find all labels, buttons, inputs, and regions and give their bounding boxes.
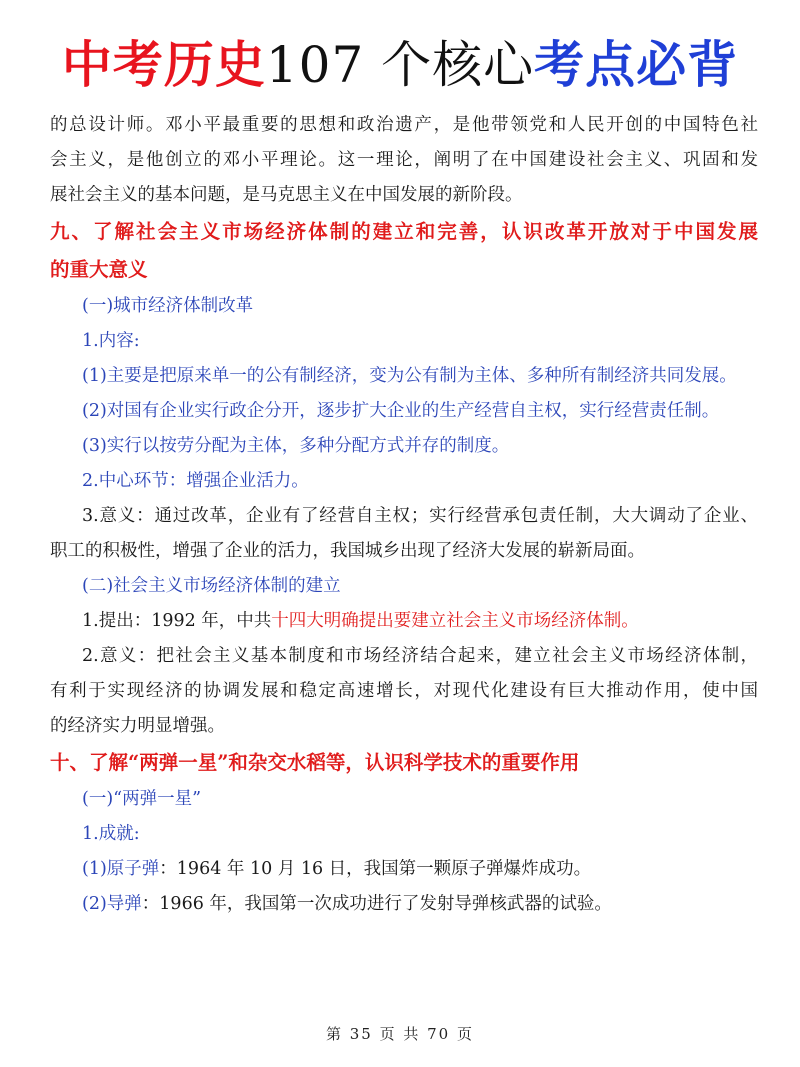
subsection-title: (一)城市经济体制改革 [82,296,254,316]
paragraph-line: 会主义，是他创立的邓小平理论。这一理论，阐明了在中国建设社会主义、巩固和发 [50,150,758,170]
list-item [50,852,758,887]
title-part-red: 中考历史 [61,36,266,94]
paragraph-line: 有利于实现经济的协调发展和稳定高速增长，对现代化建设有巨大推动作用，使中国 [50,681,758,701]
list-item [50,604,758,639]
section-heading-9: 九、了解社会主义市场经济体制的建立和完善，认识改革开放对于中国发展 [50,220,758,243]
item-label: (1)原子弹 [82,859,160,879]
section-heading-10: 十、了解“两弹一星”和杂交水稻等，认识科学技术的重要作用 [50,751,580,774]
item-label: 2.中心环节：增强企业活力。 [82,471,309,491]
paragraph-line: 3.意义：通过改革，企业有了经营自主权；实行经营承包责任制，大大调动了企业、 [82,506,758,526]
page-title [0,30,800,100]
section-heading-9-cont: 的重大意义 [50,258,148,281]
list-item: (1)主要是把原来单一的公有制经济，变为公有制为主体、多种所有制经济共同发展。 [82,366,737,386]
paragraph-line: 的经济实力明显增强。 [50,716,225,736]
paragraph-line: 的总设计师。邓小平最重要的思想和政治遗产，是他带领党和人民开创的中国特色社 [50,115,758,135]
title-part-blue: 考点必背 [534,36,739,94]
item-text: ：1964 年 10 月 16 日，我国第一颗原子弹爆炸成功。 [159,859,592,879]
page-number: 第 35 页 共 70 页 [325,1025,474,1043]
list-item [50,464,758,499]
paragraph-line: 展社会主义的基本问题，是马克思主义在中国发展的新阶段。 [50,185,523,205]
subsection-title: (二)社会主义市场经济体制的建立 [82,576,341,596]
list-item: (3)实行以按劳分配为主体，多种分配方式并存的制度。 [82,436,510,456]
list-item: (2)对国有企业实行政企分开，逐步扩大企业的生产经营自主权，实行经营责任制。 [82,401,720,421]
paragraph-line: 2.意义：把社会主义基本制度和市场经济结合起来，建立社会主义市场经济体制， [82,646,758,666]
item-text: 1.提出：1992 年，中共 [82,611,272,631]
item-label: 1.内容: [82,331,140,351]
highlight-text: 十四大明确提出要建立社会主义市场经济体制。 [271,611,639,631]
item-label: 1.成就: [82,824,140,844]
title-part-black: 107 个核心 [265,36,535,94]
item-text: ：1966 年，我国第一次成功进行了发射导弹核武器的试验。 [141,894,612,914]
list-item [50,887,758,922]
document-body [50,108,758,922]
subsection-title: (一)“两弹一星” [82,789,202,809]
paragraph-line: 职工的积极性，增强了企业的活力，我国城乡出现了经济大发展的崭新局面。 [50,541,645,561]
item-label: (2)导弹 [82,894,142,914]
